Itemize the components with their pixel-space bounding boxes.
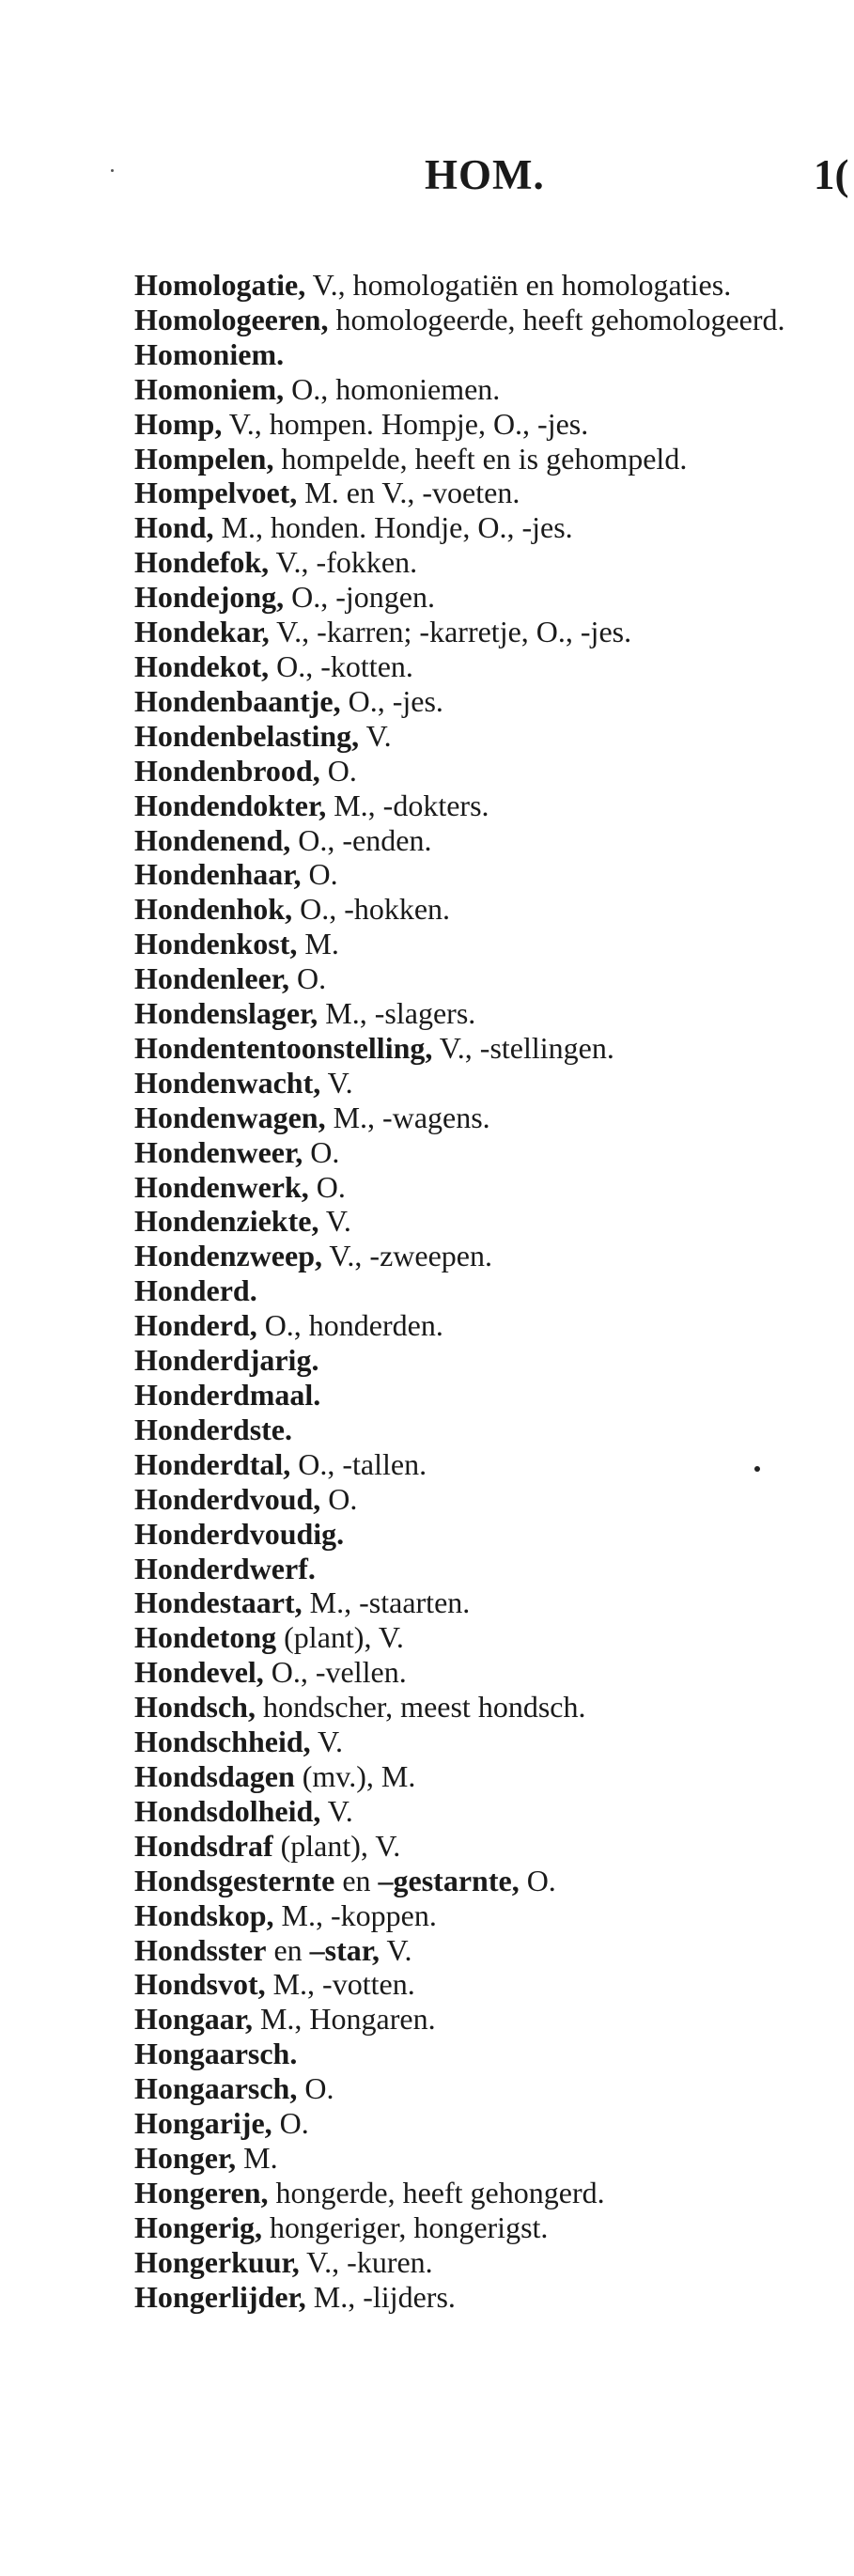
entry-headword: Hondsdagen	[134, 1758, 295, 1793]
entry-definition: O., -hokken.	[292, 892, 451, 927]
dictionary-entry	[134, 1759, 818, 1794]
entry-definition: O.	[308, 1169, 346, 1204]
entry-headword: Hongeren,	[134, 2175, 269, 2209]
entry-headword: Hondschheid,	[134, 1725, 311, 1759]
entry-headword: Hondenzweep,	[134, 1239, 322, 1273]
dictionary-entry	[134, 1101, 818, 1135]
entry-headword: Hondententoonstelling,	[134, 1030, 433, 1065]
entry-headword: Honderdmaal.	[134, 1378, 321, 1412]
entry-definition: O., -vellen.	[263, 1655, 407, 1690]
entry-headword: Hondenwerk,	[134, 1169, 309, 1204]
dictionary-entry	[134, 2106, 818, 2141]
entry-headword: Hondsvot,	[134, 1967, 266, 2002]
entry-headword: Hongerkuur,	[134, 2244, 300, 2279]
entry-definition: M., -lijders.	[305, 2279, 456, 2314]
dictionary-entry	[134, 1066, 818, 1101]
dictionary-entry	[134, 545, 818, 580]
page-header	[0, 150, 854, 207]
dictionary-entry	[134, 1378, 818, 1413]
entry-headword: Homoniem.	[134, 336, 285, 371]
entry-definition: en	[266, 1932, 310, 1967]
entry-headword: Hondendokter,	[134, 788, 327, 822]
dictionary-entry	[134, 1794, 818, 1829]
entry-headword: Hondsster	[134, 1932, 267, 1967]
entry-headword: Hondenslager,	[134, 996, 318, 1031]
dictionary-entry	[134, 2002, 818, 2037]
dictionary-entry	[134, 1170, 818, 1205]
entry-headword: Hondenbaantje,	[134, 683, 341, 718]
entry-variant-headword: –star,	[309, 1932, 380, 1967]
dictionary-entry	[134, 2210, 818, 2245]
entry-definition: hondscher, meest hondsch.	[255, 1690, 586, 1725]
entry-definition: M.	[297, 927, 339, 961]
entry-headword: Hondenweer,	[134, 1134, 303, 1169]
dictionary-entry	[134, 1447, 818, 1482]
entry-definition: O.	[519, 1863, 556, 1897]
entry-definition: M., -wagens.	[325, 1100, 490, 1134]
running-head: HOM.	[425, 151, 545, 198]
entry-definition: V., -karren; -karretje, O., -jes.	[269, 615, 632, 649]
page-number: 1(	[814, 151, 849, 198]
entry-definition: M., -staarten.	[302, 1585, 471, 1620]
entry-definition: O., -enden.	[290, 822, 432, 857]
entry-definition: V., homologatiën en homologaties.	[305, 268, 732, 302]
dictionary-entry	[134, 823, 818, 858]
entry-definition: V., -stellingen.	[432, 1030, 614, 1065]
entry-headword: Hond,	[134, 510, 214, 545]
entry-headword: Hondefok,	[134, 545, 270, 580]
entry-definition: O., honderden.	[256, 1308, 443, 1343]
dictionary-entry	[134, 1690, 818, 1725]
entry-headword: Hondskop,	[134, 1897, 274, 1932]
dictionary-entry	[134, 2176, 818, 2210]
entry-headword: Honderdtal,	[134, 1446, 291, 1481]
entry-headword: Hongerig,	[134, 2209, 262, 2244]
dictionary-entry	[134, 1343, 818, 1378]
entry-headword: Hondsdolheid,	[134, 1793, 321, 1828]
entry-headword: Honderdste.	[134, 1412, 292, 1446]
entry-definition: O., -jongen.	[284, 580, 435, 615]
entry-headword: Hondestaart,	[134, 1585, 303, 1620]
entry-definition: hongerde, heeft gehongerd.	[268, 2175, 605, 2209]
entry-headword: Hondekar,	[134, 615, 270, 649]
entry-definition: M.	[236, 2140, 278, 2175]
entry-headword: Honderdwerf.	[134, 1551, 316, 1585]
entry-headword: Hondenkost,	[134, 927, 298, 961]
entry-definition: (plant), V.	[276, 1620, 404, 1655]
entry-definition: O.	[272, 2106, 309, 2141]
dictionary-entry	[134, 1135, 818, 1170]
dictionary-entry	[134, 1482, 818, 1517]
entry-definition: M., -votten.	[265, 1967, 415, 2002]
dictionary-entry	[134, 1864, 818, 1898]
entry-headword: Hondenbelasting,	[134, 718, 360, 753]
entry-headword: Hondenhok,	[134, 892, 293, 927]
entry-headword: Honderdvoudig.	[134, 1516, 345, 1551]
entry-headword: Hondenleer,	[134, 961, 290, 996]
entry-headword: Honderd,	[134, 1308, 257, 1343]
dictionary-entry	[134, 1552, 818, 1586]
dictionary-entry	[134, 337, 818, 372]
dictionary-entry	[134, 1655, 818, 1690]
entry-headword: Honderdjarig.	[134, 1343, 319, 1378]
entry-definition: M., honden. Hondje, O., -jes.	[213, 510, 573, 545]
dictionary-entry	[134, 2071, 818, 2106]
entry-definition: V., -fokken.	[269, 545, 418, 580]
dictionary-entry	[134, 268, 818, 303]
entry-headword: Hongaarsch,	[134, 2071, 298, 2106]
entry-headword: Homologeeren,	[134, 302, 329, 336]
dictionary-entry	[134, 649, 818, 684]
entry-headword: Hondenbrood,	[134, 753, 320, 788]
dictionary-entry	[134, 719, 818, 754]
dictionary-entry	[134, 996, 818, 1031]
dictionary-entry	[134, 476, 818, 510]
entry-definition: M. en V., -voeten.	[297, 476, 520, 510]
entry-definition: O.	[303, 1134, 340, 1169]
entry-definition: V., hompen. Hompje, O., -jes.	[222, 406, 589, 441]
dictionary-entry	[134, 1239, 818, 1273]
entry-headword: Hompelen,	[134, 441, 274, 476]
entry-definition: O.	[297, 2071, 334, 2106]
entry-definition: O.	[320, 1481, 358, 1516]
entry-definition: V., -kuren.	[299, 2244, 433, 2279]
entry-definition: en	[334, 1863, 379, 1897]
entry-definition: O., -kotten.	[269, 648, 413, 683]
entry-headword: Hondenziekte,	[134, 1204, 319, 1239]
entry-definition: homologeerde, heeft gehomologeerd.	[328, 302, 785, 336]
entry-definition: O., -jes.	[340, 683, 443, 718]
dictionary-entry	[134, 754, 818, 788]
entry-headword: Hondekot,	[134, 648, 270, 683]
entry-headword: Hondetong	[134, 1620, 277, 1655]
dictionary-entry	[134, 1517, 818, 1552]
entry-definition: V.	[380, 1932, 412, 1967]
entry-headword: Hondenwagen,	[134, 1100, 326, 1134]
entry-headword: Hongarije,	[134, 2106, 272, 2141]
dictionary-entry	[134, 615, 818, 649]
dictionary-entry	[134, 2037, 818, 2071]
dictionary-entry	[134, 1725, 818, 1759]
entry-headword: Hondenhaar,	[134, 857, 302, 892]
dictionary-entries	[134, 268, 818, 2314]
entry-headword: Hondsch,	[134, 1690, 256, 1725]
entry-headword: Homologatie,	[134, 268, 306, 302]
stray-mark	[111, 169, 114, 172]
entry-headword: Hondejong,	[134, 580, 285, 615]
entry-definition: (plant), V.	[272, 1828, 401, 1863]
dictionary-entry	[134, 1308, 818, 1343]
dictionary-entry	[134, 1413, 818, 1447]
entry-headword: Honderd.	[134, 1273, 257, 1308]
entry-headword: Honderdvoud,	[134, 1481, 321, 1516]
entry-definition: hompelde, heeft en is gehompeld.	[273, 441, 688, 476]
entry-definition: O.	[289, 961, 327, 996]
dictionary-entry	[134, 1204, 818, 1239]
dictionary-entry	[134, 1898, 818, 1933]
dictionary-entry	[134, 510, 818, 545]
entry-definition: V., -zweepen.	[322, 1239, 492, 1273]
entry-headword: Honger,	[134, 2140, 237, 2175]
entry-headword: Hondsgesternte	[134, 1863, 335, 1897]
dictionary-entry	[134, 1031, 818, 1066]
dictionary-entry	[134, 1585, 818, 1620]
dictionary-entry	[134, 1620, 818, 1655]
entry-headword: Hongerlijder,	[134, 2279, 306, 2314]
dictionary-entry	[134, 1829, 818, 1864]
dictionary-entry	[134, 407, 818, 442]
entry-headword: Hompelvoet,	[134, 476, 298, 510]
entry-definition: V.	[310, 1725, 344, 1759]
dictionary-entry	[134, 303, 818, 337]
entry-definition: M., Hongaren.	[252, 2002, 436, 2037]
entry-definition: O., -tallen.	[290, 1446, 427, 1481]
entry-definition: M., -slagers.	[318, 996, 476, 1031]
entry-headword: Homoniem,	[134, 371, 285, 406]
dictionary-entry	[134, 372, 818, 407]
entry-definition: V.	[320, 1793, 353, 1828]
entry-headword: Hongaar,	[134, 2002, 253, 2037]
dictionary-entry	[134, 1933, 818, 1968]
dictionary-entry	[134, 442, 818, 476]
entry-headword: Hondenwacht,	[134, 1065, 321, 1100]
entry-variant-headword: –gestarnte,	[378, 1863, 520, 1897]
entry-headword: Hondevel,	[134, 1655, 264, 1690]
dictionary-entry	[134, 788, 818, 823]
entry-definition: O.	[319, 753, 357, 788]
dictionary-entry	[134, 2141, 818, 2176]
dictionary-entry	[134, 2280, 818, 2315]
dictionary-entry	[134, 580, 818, 615]
entry-headword: Homp,	[134, 406, 223, 441]
entry-definition: hongeriger, hongerigst.	[261, 2209, 549, 2244]
dictionary-entry	[134, 857, 818, 892]
entry-definition: (mv.), M.	[294, 1758, 416, 1793]
entry-headword: Hondsdraf	[134, 1828, 273, 1863]
entry-headword: Hondenend,	[134, 822, 291, 857]
entry-definition: V.	[318, 1204, 351, 1239]
entry-definition: V.	[359, 718, 392, 753]
entry-definition: V.	[320, 1065, 353, 1100]
dictionary-entry	[134, 927, 818, 961]
dictionary-entry	[134, 961, 818, 996]
entry-headword: Hongaarsch.	[134, 2037, 298, 2071]
entry-definition: O.	[301, 857, 338, 892]
dictionary-entry	[134, 1967, 818, 2002]
entry-definition: M., -koppen.	[273, 1897, 437, 1932]
dictionary-entry	[134, 1273, 818, 1308]
dictionary-entry	[134, 2245, 818, 2280]
dictionary-entry	[134, 892, 818, 927]
entry-definition: M., -dokters.	[326, 788, 489, 822]
entry-definition: O., homoniemen.	[284, 371, 501, 406]
dictionary-entry	[134, 684, 818, 719]
